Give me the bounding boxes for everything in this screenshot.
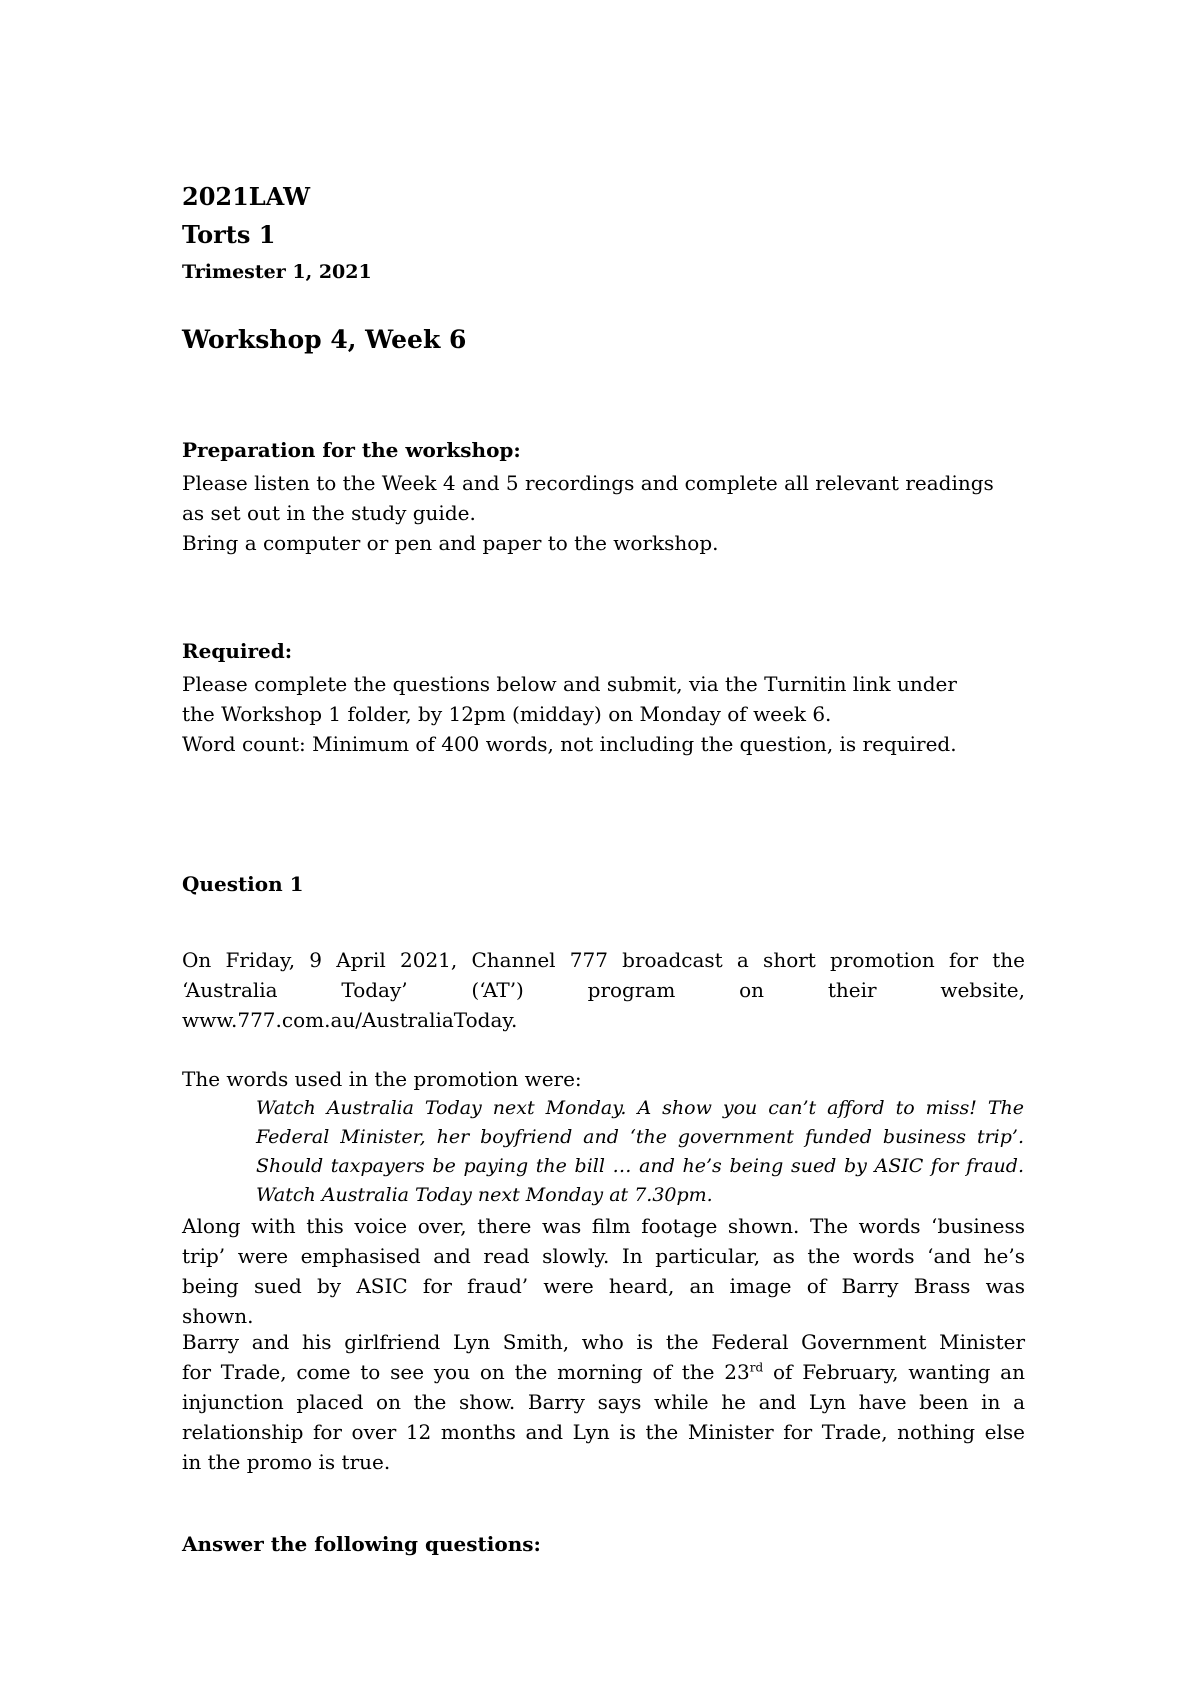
required-line: the Workshop 1 folder, by 12pm (midday) on Monday of week 6.	[182, 702, 832, 726]
quote-line: Federal Minister, her boyfriend and ‘the government funded business trip’.	[256, 1126, 1024, 1148]
barry-line-part: for Trade, come to see you on the morning of the 23	[182, 1360, 750, 1384]
footage-line: trip’ were emphasised and read slowly. In particular, as the words ‘and he’s	[182, 1244, 1025, 1268]
footage-paragraph	[182, 1211, 1025, 1331]
footage-line: shown.	[182, 1304, 254, 1328]
ordinal-suffix: rd	[749, 1360, 764, 1375]
required-heading: Required:	[182, 639, 293, 663]
required-text	[182, 669, 1025, 759]
question-1-intro	[182, 945, 1025, 1035]
trimester: Trimester 1, 2021	[182, 261, 372, 283]
quote-line: Watch Australia Today next Monday. A show you can’t afford to miss! The	[256, 1097, 1024, 1119]
footage-line: being sued by ASIC for fraud’ were heard, an image of Barry Brass was	[182, 1274, 1025, 1298]
quote-line: Watch Australia Today next Monday at 7.30pm.	[256, 1184, 713, 1206]
preparation-line: Bring a computer or pen and paper to the workshop.	[182, 531, 719, 555]
intro-line: ‘Australia Today’ (‘AT’) program on their website,	[182, 978, 1025, 1002]
quote-line: Should taxpayers be paying the bill … and he’s being sued by ASIC for fraud.	[256, 1155, 1024, 1177]
required-line: Please complete the questions below and submit, via the Turnitin link under	[182, 672, 957, 696]
question-1-heading: Question 1	[182, 872, 304, 896]
promo-intro: The words used in the promotion were:	[182, 1067, 582, 1091]
barry-line: Barry and his girlfriend Lyn Smith, who is the Federal Government Minister	[182, 1330, 1025, 1354]
barry-paragraph	[182, 1327, 1025, 1477]
required-line: Word count: Minimum of 400 words, not including the question, is required.	[182, 732, 957, 756]
intro-line: www.777.com.au/AustraliaToday.	[182, 1008, 518, 1032]
footage-line: Along with this voice over, there was film footage shown. The words ‘business	[182, 1214, 1025, 1238]
barry-line: relationship for over 12 months and Lyn is the Minister for Trade, nothing else	[182, 1420, 1025, 1444]
preparation-line: Please listen to the Week 4 and 5 recordings and complete all relevant readings	[182, 471, 994, 495]
preparation-heading: Preparation for the workshop:	[182, 438, 521, 462]
answer-heading: Answer the following questions:	[182, 1532, 541, 1556]
barry-line-with-date	[182, 1357, 1025, 1387]
barry-line: injunction placed on the show. Barry says while he and Lyn have been in a	[182, 1390, 1025, 1414]
preparation-line: as set out in the study guide.	[182, 501, 476, 525]
course-name: Torts 1	[182, 220, 276, 249]
barry-line-part: of February, wanting an	[763, 1360, 1025, 1384]
intro-line: On Friday, 9 April 2021, Channel 777 broadcast a short promotion for the	[182, 948, 1025, 972]
course-code: 2021LAW	[182, 182, 311, 211]
barry-line: in the promo is true.	[182, 1450, 391, 1474]
promo-quote	[256, 1094, 1024, 1210]
preparation-text	[182, 468, 1025, 558]
workshop-title: Workshop 4, Week 6	[182, 325, 467, 354]
